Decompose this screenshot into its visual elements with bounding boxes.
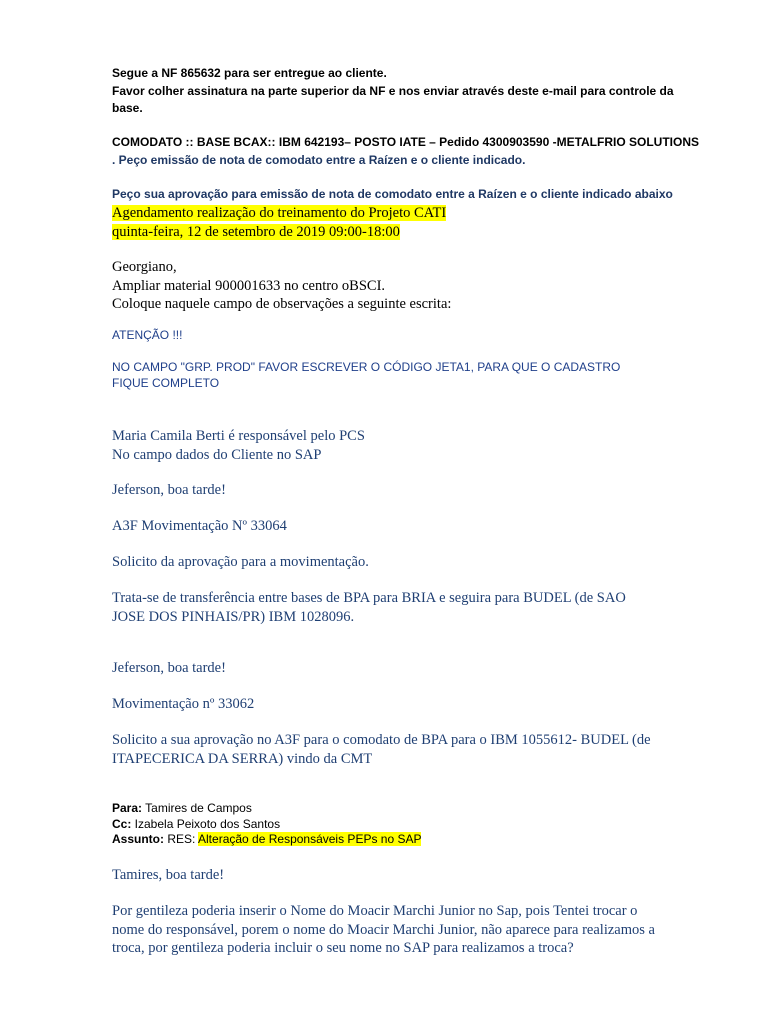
email-subject-prefix: RES: <box>164 832 199 846</box>
attention-line-1: NO CAMPO "GRP. PROD" FAVOR ESCREVER O CÓDIGO JETA1, PARA QUE O CADASTRO <box>112 360 621 374</box>
comodato-request-line-2: ITAPECERICA DA SERRA) vindo da CMT <box>112 750 373 767</box>
intro-block <box>112 65 674 118</box>
schedule-line-2: quinta-feira, 12 de setembro de 2019 09:00-18:00 <box>112 223 400 240</box>
approval-line: Peço sua aprovação para emissão de nota de comodato entre a Raízen e o cliente indicado abaixo <box>112 187 673 201</box>
maria-line-1: Maria Camila Berti é responsável pelo PCS <box>112 428 365 444</box>
transfer-block <box>112 589 626 626</box>
comodato-block <box>112 134 699 169</box>
maria-block <box>112 427 365 464</box>
comodato-request-block <box>112 731 651 768</box>
comodato-line-2: . Peço emissão de nota de comodato entre a Raízen e o cliente indicado. <box>112 152 526 167</box>
maria-line-2: No campo dados do Cliente no SAP <box>112 446 322 463</box>
jeferson-greeting-2: Jeferson, boa tarde! <box>112 660 226 676</box>
movement-33062: Movimentação nº 33062 <box>112 696 255 712</box>
tamires-body-line-1: Por gentileza poderia inserir o Nome do Moacir Marchi Junior no Sap, pois Tentei trocar o <box>112 903 638 919</box>
tamires-body-line-2: nome do responsável, porem o nome do Moacir Marchi Junior, não aparece para realizamos a <box>112 921 655 938</box>
georgiano-line-2: Ampliar material 900001633 no centro oBSCI. <box>112 277 386 294</box>
schedule-block <box>112 204 446 241</box>
email-to-label: Para: <box>112 801 143 815</box>
email-to-value: Tamires de Campos <box>142 801 252 815</box>
tamires-greeting: Tamires, boa tarde! <box>112 867 225 883</box>
attention-block <box>112 360 620 391</box>
intro-line-2: Favor colher assinatura na parte superior da NF e nos enviar através deste e-mail para controle da <box>112 83 674 98</box>
attention-line-2: FIQUE COMPLETO <box>112 375 220 390</box>
georgiano-line-3: Coloque naquele campo de observações a seguinte escrita: <box>112 296 452 312</box>
email-cc-value: Izabela Peixoto dos Santos <box>131 816 281 831</box>
schedule-line-1: Agendamento realização do treinamento do Projeto CATI <box>112 205 447 221</box>
email-to-row <box>112 801 421 817</box>
jeferson-greeting-1: Jeferson, boa tarde! <box>112 482 226 498</box>
georgiano-block <box>112 258 451 314</box>
comodato-request-line-1: Solicito a sua aprovação no A3F para o comodato de BPA para o IBM 1055612- BUDEL (de <box>112 732 651 748</box>
intro-line-1: Segue a NF 865632 para ser entregue ao cliente. <box>112 66 387 80</box>
attention-title: ATENÇÃO !!! <box>112 328 183 342</box>
transfer-line-1: Trata-se de transferência entre bases de BPA para BRIA e seguira para BUDEL (de SAO <box>112 590 626 606</box>
georgiano-line-1: Georgiano, <box>112 259 177 275</box>
comodato-line-1: COMODATO :: BASE BCAX:: IBM 642193– POSTO IATE – Pedido 4300903590 -METALFRIO SOLUTIONS <box>112 135 700 149</box>
movement-33064: A3F Movimentação Nº 33064 <box>112 518 287 534</box>
request-movement: Solicito da aprovação para a movimentação. <box>112 554 369 570</box>
intro-line-3: base. <box>112 101 143 115</box>
tamires-body-line-3: troca, por gentileza poderia incluir o seu nome no SAP para realizamos a troca? <box>112 940 574 956</box>
email-subject-value: Alteração de Responsáveis PEPs no SAP <box>198 832 422 846</box>
tamires-body <box>112 902 655 958</box>
email-cc-row <box>112 817 421 833</box>
transfer-line-2: JOSE DOS PINHAIS/PR) IBM 1028096. <box>112 608 355 625</box>
email-subject-label: Assunto: <box>112 832 164 846</box>
email-subject-row <box>112 832 421 848</box>
email-cc-label: Cc: <box>112 816 132 831</box>
email-header <box>112 801 421 848</box>
